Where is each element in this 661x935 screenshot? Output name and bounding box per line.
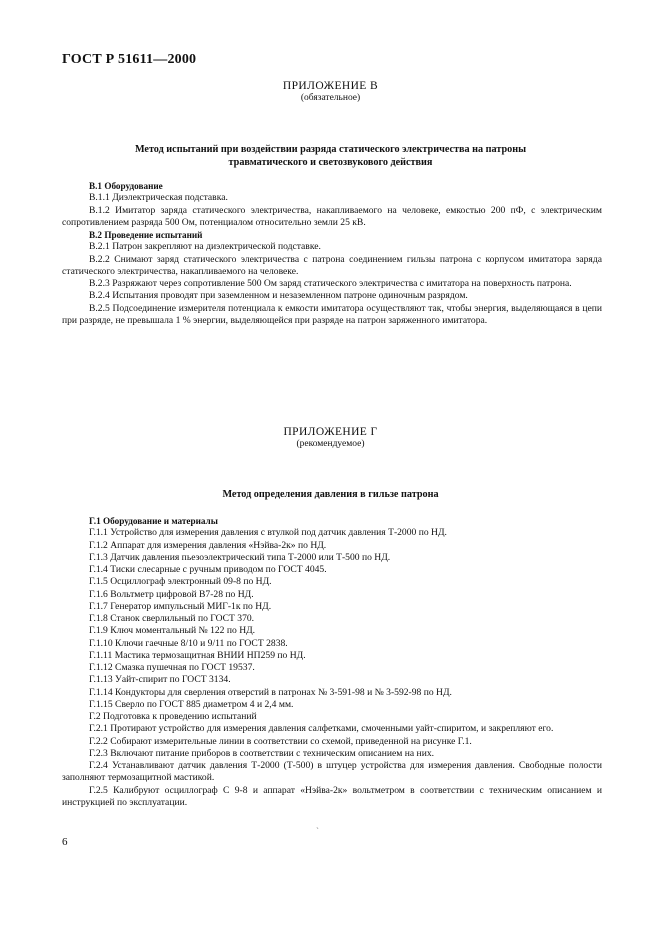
- paragraph: Г.1.14 Кондукторы для сверления отверстий в патронах № 3-591-98 и № 3-592-98 по НД.: [89, 686, 452, 698]
- paragraph: В.2.4 Испытания проводят при заземленном и незаземленном патроне одиночным разрядом.: [89, 290, 468, 302]
- appendix-g-label: ПРИЛОЖЕНИЕ Г: [283, 426, 378, 438]
- paragraph: Г.1.8 Станок сверлильный по ГОСТ 370.: [89, 613, 255, 624]
- paragraph: Г.1.4 Тиски слесарные с ручным приводом по ГОСТ 4045.: [89, 564, 327, 575]
- paragraph: В.1.1 Диэлектрическая подставка.: [89, 192, 228, 204]
- appendix-g-title: Метод определения давления в гильзе патрона: [222, 489, 439, 500]
- paragraph: Г.1.10 Ключи гаечные 8/10 и 9/11 по ГОСТ 2838.: [89, 637, 288, 649]
- appendix-v-body: [62, 180, 602, 327]
- paragraph: Г.1.3 Датчик давления пьезоэлектрический типа Т-2000 или Т-500 по НД.: [89, 551, 391, 563]
- paragraph: Г.1.12 Смазка пушечная по ГОСТ 19537.: [89, 662, 255, 673]
- paragraph: Г.1.13 Уайт-спирит по ГОСТ 3134.: [89, 674, 231, 686]
- paragraph: Г.1.1 Устройство для измерения давления с втулкой под датчик давления Т-2000 по НД.: [89, 527, 447, 539]
- page-number: 6: [62, 836, 68, 848]
- stray-mark: ˎ: [316, 819, 319, 829]
- appendix-v-heading: [0, 80, 661, 104]
- appendix-v-title: [70, 143, 591, 169]
- appendix-g-status: (рекомендуемое): [296, 439, 365, 449]
- paragraph: Г.1.11 Мастика термозащитная ВНИИ НП259 по НД.: [89, 649, 306, 661]
- appendix-v-title-line1: Метод испытаний при воздействии разряда статического электричества на патроны: [134, 144, 527, 155]
- paragraph: В.2.5 Подсоединение измерителя потенциала к емкости имитатора осуществляют так, чтобы энергия, выделяющаяся в цепи при разряде, не превышала 1 % энергии, выделяющейся при разряде на патрон заряженного имитатора.: [62, 302, 602, 326]
- section-heading: В.2 Проведение испытаний: [89, 230, 203, 240]
- paragraph: Г.2.1 Протирают устройство для измерения давления салфетками, смоченными уайт-спиритом, и закрепляют его.: [89, 723, 554, 735]
- paragraph: В.2.3 Разряжают через сопротивление 500 Ом заряд статического электричества с имитатора на поверхность патрона.: [89, 278, 572, 289]
- paragraph: В.2.1 Патрон закрепляют на диэлектрической подставке.: [89, 241, 321, 253]
- appendix-g-heading: [0, 426, 661, 450]
- document-header: ГОСТ Р 51611—2000: [62, 52, 197, 67]
- paragraph: Г.1.15 Сверло по ГОСТ 885 диаметром 4 и 2,4 мм.: [89, 698, 294, 710]
- paragraph: Г.2.3 Включают питание приборов в соответствии с техническим описанием на них.: [89, 747, 435, 759]
- paragraph: Г.2.2 Собирают измерительные линии в соответствии со схемой, приведенной на рисунке Г.1.: [89, 735, 472, 747]
- paragraph: В.1.2 Имитатор заряда статического электричества, накапливаемого на человеке, емкостью 200 пФ, с электрическим сопротивлением разряда 500 Ом, потенциалом относительно земли 25 кВ.: [62, 204, 602, 228]
- appendix-v-title-line2: травматического и светозвукового действия: [228, 157, 433, 168]
- paragraph: Г.1.5 Осциллограф электронный 09-8 по НД.: [89, 576, 272, 588]
- paragraph: Г.1.9 Ключ моментальный № 122 по НД.: [89, 625, 256, 637]
- appendix-v-label: ПРИЛОЖЕНИЕ В: [282, 80, 379, 92]
- appendix-v-status: (обязательное): [300, 93, 361, 103]
- paragraph: Г.2.4 Устанавливают датчик давления Т-2000 (Т-500) в штуцер устройства для измерения давления. Свободные полости заполняют термозащитной мастикой.: [62, 760, 602, 784]
- paragraph: Г.2 Подготовка к проведению испытаний: [89, 711, 257, 722]
- paragraph: Г.1.7 Генератор импульсный МИГ-1к по НД.: [89, 600, 272, 612]
- section-heading: В.1 Оборудование: [89, 181, 163, 191]
- paragraph: В.2.2 Снимают заряд статического электричества с патрона соединением гильзы патрона с корпусом имитатора заряда статического электричества, накапливаемого на человеке.: [62, 253, 602, 277]
- paragraph: Г.1.2 Аппарат для измерения давления «Нэйва-2к» по НД.: [89, 539, 327, 551]
- paragraph: Г.2.5 Калибруют осциллограф С 9-8 и аппарат «Нэйва-2к» вольтметром в соответствии с техническим описанием и инструкцией по эксплуатации.: [62, 784, 602, 808]
- section-heading: Г.1 Оборудование и материалы: [89, 516, 218, 526]
- appendix-g-body: [62, 515, 602, 809]
- paragraph: Г.1.6 Вольтметр цифровой В7-28 по НД.: [89, 588, 254, 600]
